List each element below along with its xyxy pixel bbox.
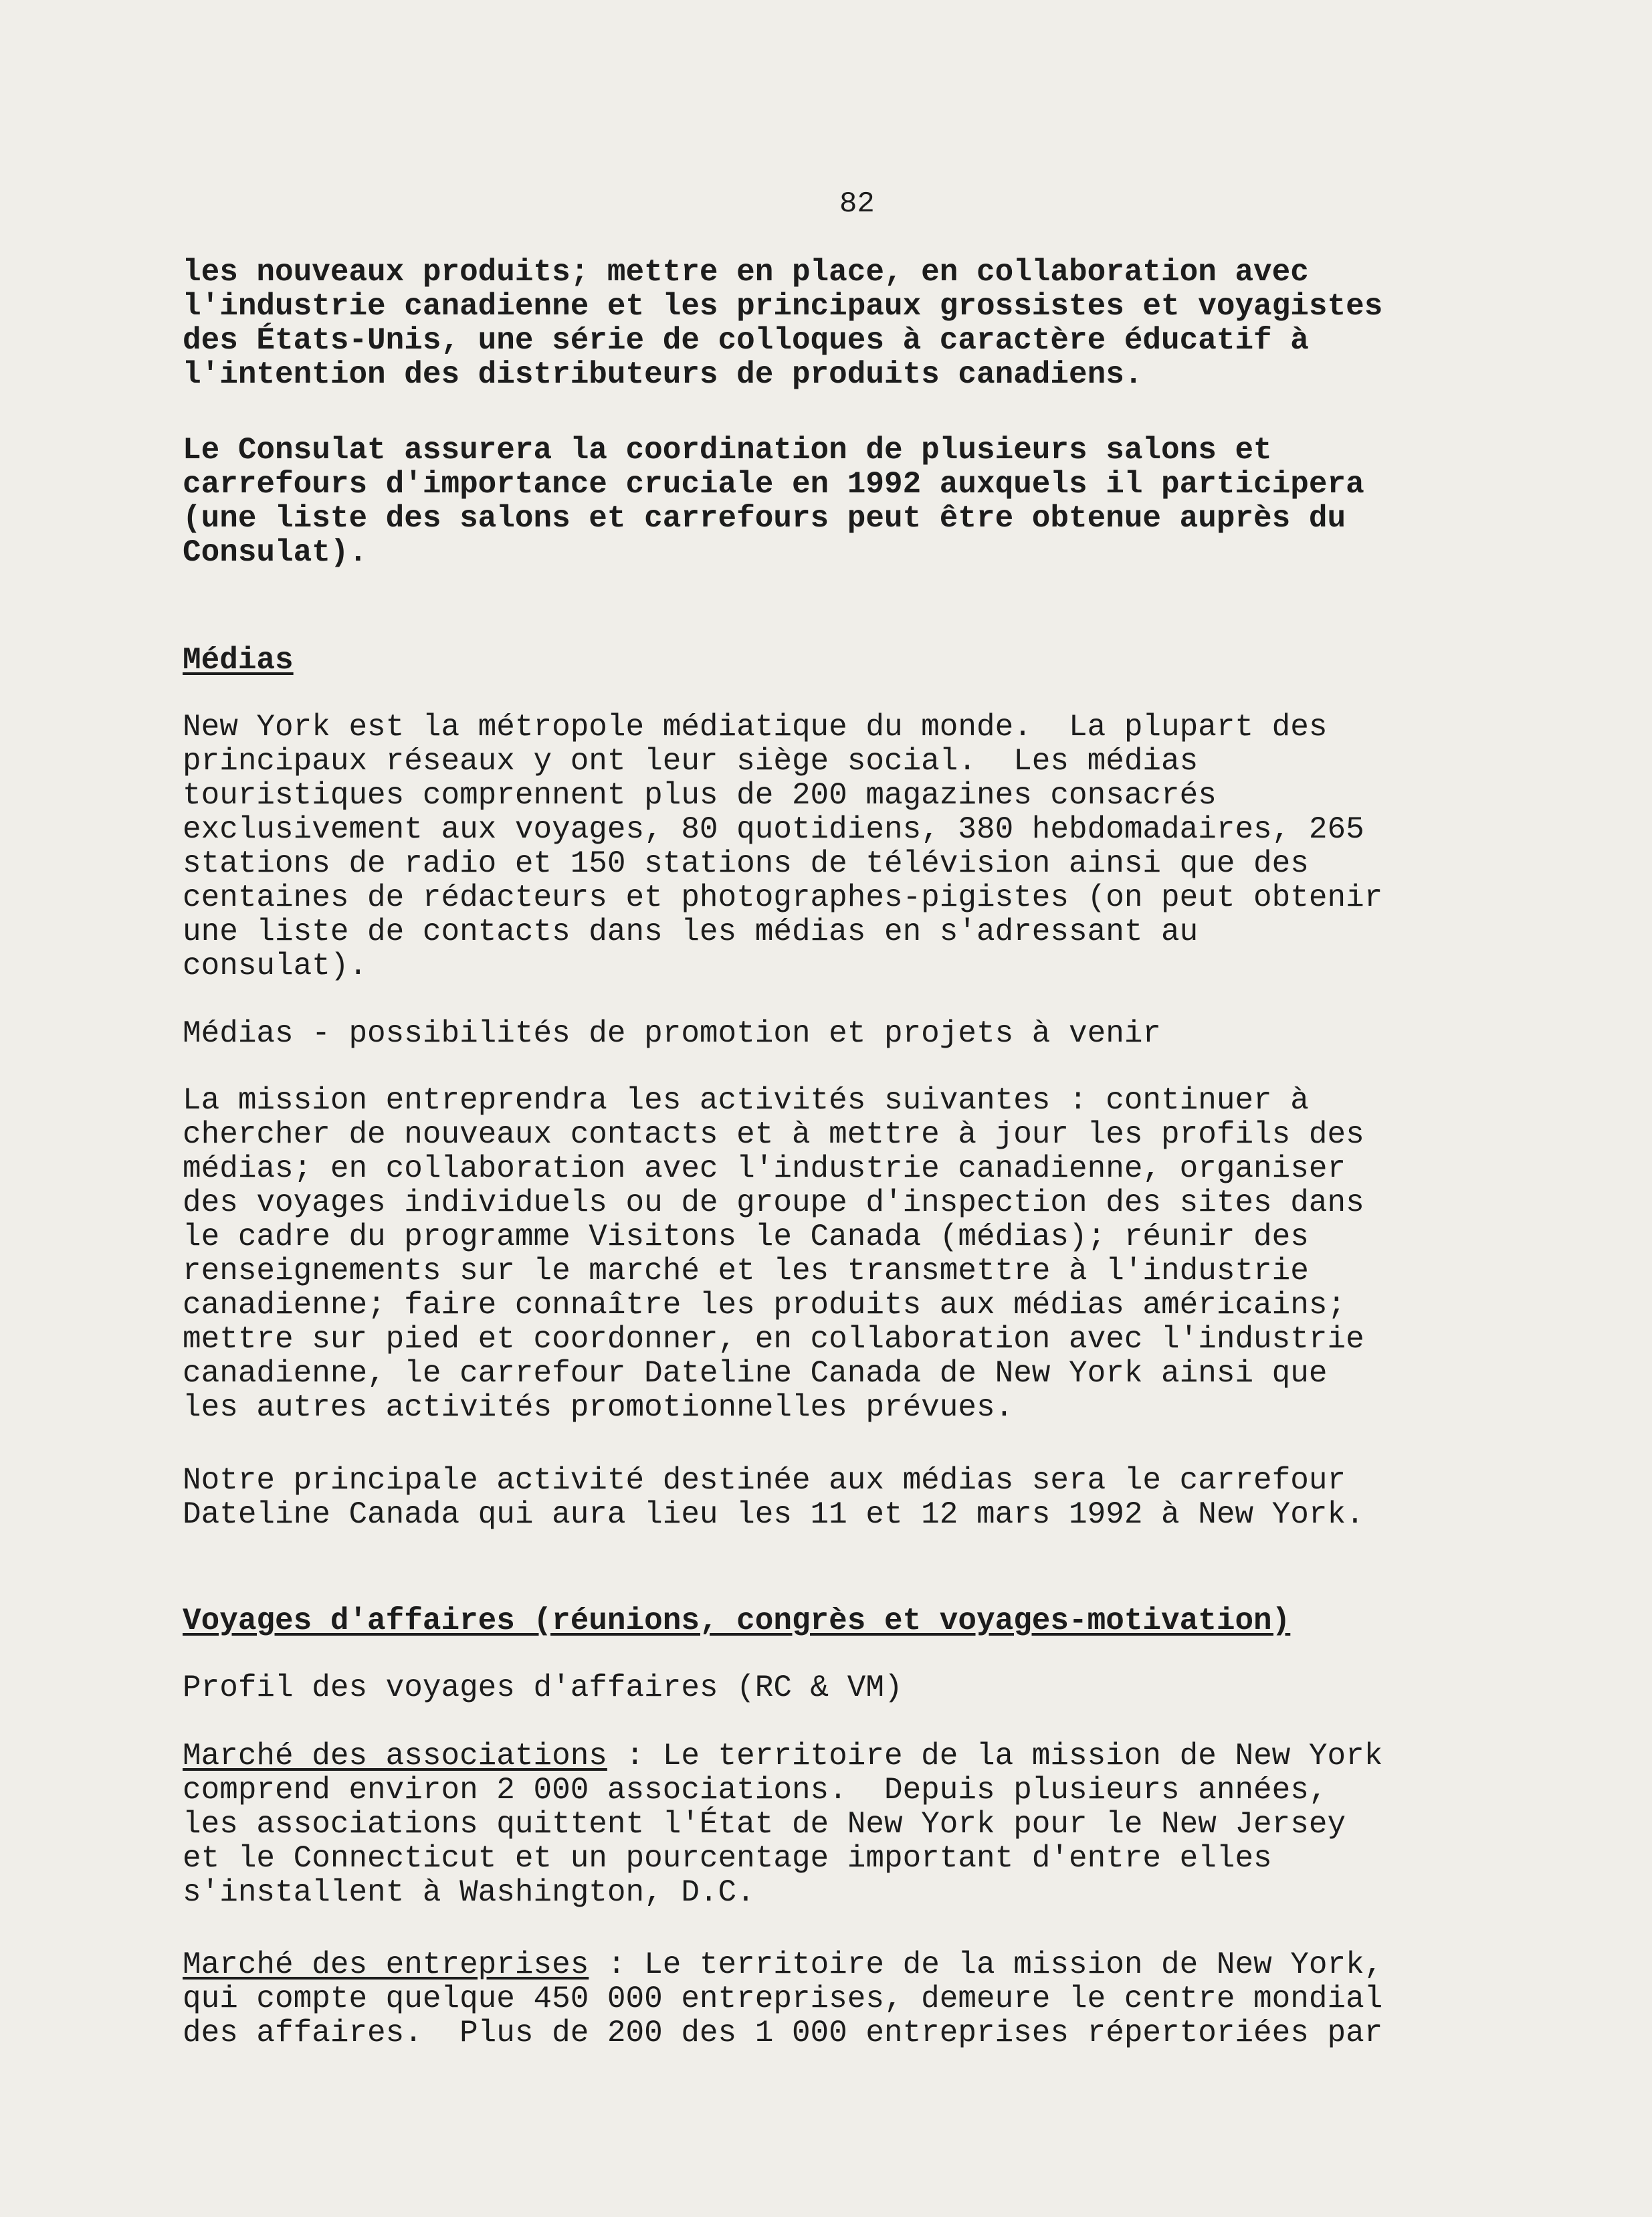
text-line: mettre sur pied et coordonner, en collaboration avec l'industrie	[183, 1322, 1364, 1357]
text-line: Le Consulat assurera la coordination de plusieurs salons et	[183, 433, 1272, 468]
text-run: : Le territoire de la mission de New York,	[589, 1947, 1383, 1982]
text-line: s'installent à Washington, D.C.	[183, 1875, 755, 1910]
heading-medias: Médias	[183, 643, 294, 678]
text-line	[183, 1739, 1547, 1773]
heading-voyages-affaires: Voyages d'affaires (réunions, congrès et voyages-motivation)	[183, 1604, 1291, 1638]
paragraph-consulat	[183, 433, 1547, 570]
text-line	[183, 1948, 1547, 1982]
text-line: une liste de contacts dans les médias en s'adressant au	[183, 914, 1199, 949]
paragraph-new-york	[183, 710, 1547, 983]
paragraph-dateline	[183, 1464, 1547, 1532]
text-line: consulat).	[183, 949, 368, 983]
text-line: carrefours d'importance cruciale en 1992 auxquels il participera	[183, 467, 1364, 502]
text-line: renseignements sur le marché et les transmettre à l'industrie	[183, 1254, 1309, 1288]
text-line: le cadre du programme Visitons le Canada (médias); réunir des	[183, 1220, 1309, 1254]
text-line: comprend environ 2 000 associations. Depuis plusieurs années,	[183, 1773, 1328, 1808]
paragraph-mission	[183, 1084, 1547, 1425]
text-line: les autres activités promotionnelles prévues.	[183, 1390, 1014, 1425]
text-line: médias; en collaboration avec l'industrie canadienne, organiser	[183, 1151, 1346, 1186]
term-entreprises: Marché des entreprises	[183, 1947, 589, 1982]
text-line: des voyages individuels ou de groupe d'inspection des sites dans	[183, 1185, 1364, 1220]
text-line: les associations quittent l'État de New York pour le New Jersey	[183, 1807, 1346, 1842]
text-line: Notre principale activité destinée aux médias sera le carrefour	[183, 1463, 1346, 1498]
text-line: les nouveaux produits; mettre en place, en collaboration avec	[183, 255, 1309, 290]
text-line: centaines de rédacteurs et photographes-pigistes (on peut obtenir	[183, 880, 1383, 915]
text-line: stations de radio et 150 stations de télévision ainsi que des	[183, 846, 1309, 881]
text-line: touristiques comprennent plus de 200 magazines consacrés	[183, 778, 1217, 813]
text-line: Dateline Canada qui aura lieu les 11 et 12 mars 1992 à New York.	[183, 1497, 1364, 1532]
text-line: exclusivement aux voyages, 80 quotidiens, 380 hebdomadaires, 265	[183, 812, 1364, 847]
subheading-promotion: Médias - possibilités de promotion et projets à venir	[183, 1016, 1162, 1051]
text-line: des États-Unis, une série de colloques à caractère éducatif à	[183, 323, 1309, 358]
paragraph-associations	[183, 1739, 1547, 1910]
text-line: canadienne; faire connaître les produits aux médias américains;	[183, 1288, 1346, 1323]
text-line: l'intention des distributeurs de produits canadiens.	[183, 357, 1143, 392]
text-run: : Le territoire de la mission de New York	[607, 1739, 1383, 1773]
text-line: New York est la métropole médiatique du monde. La plupart des	[183, 710, 1328, 745]
text-line: principaux réseaux y ont leur siège social. Les médias	[183, 744, 1199, 779]
paragraph-entreprises	[183, 1948, 1547, 2050]
text-line: qui compte quelque 450 000 entreprises, demeure le centre mondial	[183, 1982, 1383, 2016]
text-line: (une liste des salons et carrefours peut être obtenue auprès du	[183, 501, 1346, 536]
text-line: canadienne, le carrefour Dateline Canada de New York ainsi que	[183, 1356, 1328, 1391]
term-associations: Marché des associations	[183, 1739, 607, 1773]
text-line: Consulat).	[183, 535, 368, 570]
text-line: l'industrie canadienne et les principaux grossistes et voyagistes	[183, 289, 1383, 324]
page-number: 82	[839, 187, 875, 221]
text-line: des affaires. Plus de 200 des 1 000 entreprises répertoriées par	[183, 2016, 1383, 2050]
subheading-profil: Profil des voyages d'affaires (RC & VM)	[183, 1670, 903, 1705]
text-line: La mission entreprendra les activités suivantes : continuer à	[183, 1083, 1309, 1118]
text-line: chercher de nouveaux contacts et à mettre à jour les profils des	[183, 1117, 1364, 1152]
text-line: et le Connecticut et un pourcentage important d'entre elles	[183, 1841, 1272, 1876]
paragraph-intro	[183, 256, 1547, 392]
